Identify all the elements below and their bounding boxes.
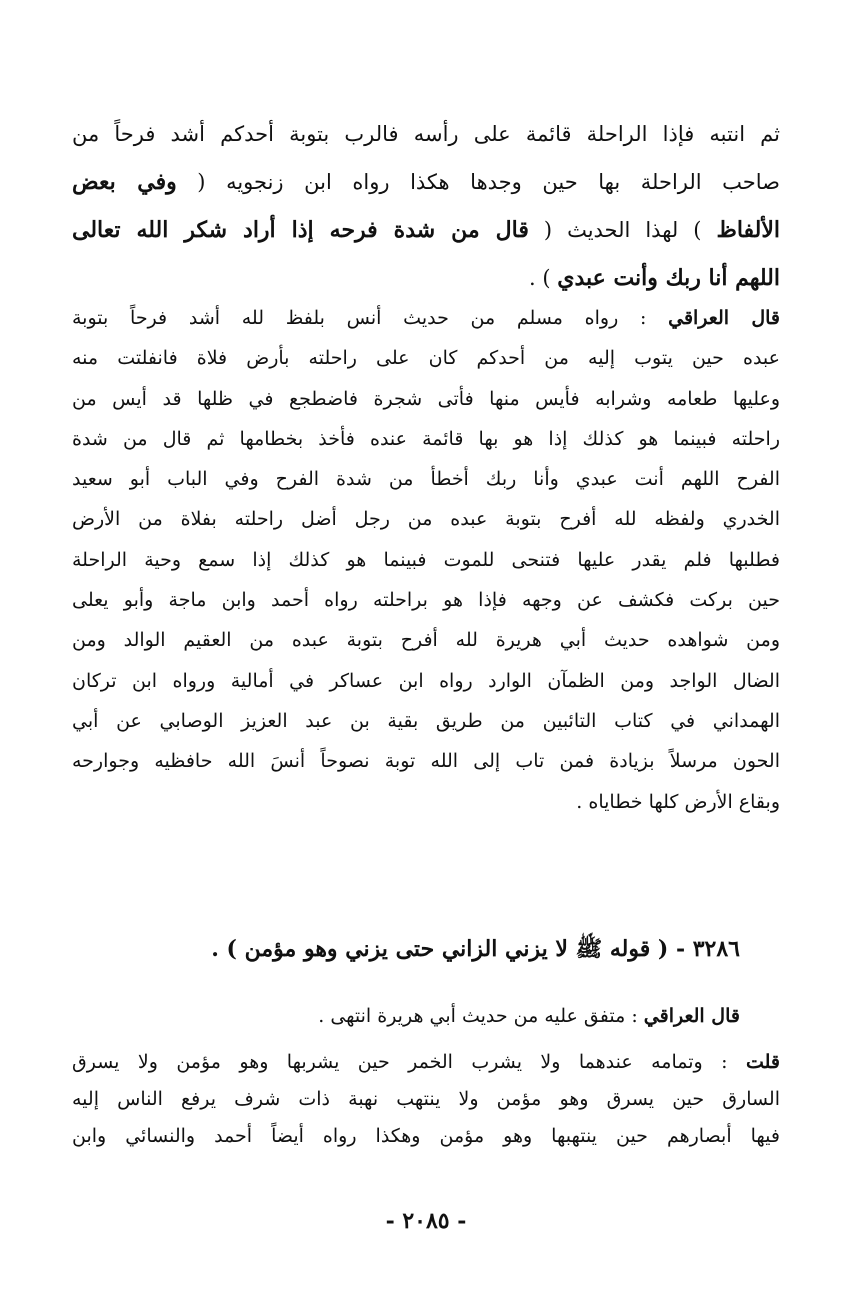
text-run: ) . — [529, 266, 558, 290]
section-heading: ٣٢٨٦ - ( قوله ﷺ لا يزني الزاني حتى يزني وهو مؤمن ) . — [211, 936, 740, 962]
paragraph-iraqi-note — [72, 996, 740, 1036]
paragraph-iraqi-commentary — [72, 298, 780, 822]
text-line: وبقاع الأرض كلها خطاياه . — [576, 790, 780, 813]
text-run: صاحب الراحلة بها حين وجدها هكذا رواه ابن زنجويه ( — [176, 170, 780, 194]
text-run: : رواه مسلم من حديث أنس بلفظ لله أشد فرحاً بتوبة — [72, 307, 669, 329]
text-line: راحلته فبينما هو كذلك إذا هو بها قائمة عنده فأخذ بخطامها ثم قال من شدة — [72, 427, 780, 450]
paragraph-hadith-text — [72, 110, 780, 302]
speaker-label: قال العراقي — [668, 307, 780, 329]
text-line: ومن شواهده حديث أبي هريرة لله أفرح بتوبة عبده من العقيم الوالد ومن — [72, 629, 780, 652]
speaker-label: قلت — [745, 1051, 780, 1073]
bold-text-run: قال من شدة فرحه إذا أراد شكر الله تعالى — [72, 217, 529, 243]
text-line: وعليها طعامه وشرابه فأيس منها فأتى شجرة فاضطجع في ظلها قد أيس من — [72, 387, 780, 410]
text-line — [72, 254, 780, 302]
text-line — [72, 298, 780, 338]
text-line — [72, 1044, 780, 1081]
text-line: حين بركت فكشف عن وجهه فإذا هو براحلته رواه أحمد وابن ماجة وأبو يعلى — [72, 589, 780, 612]
text-line: عبده حين يتوب إليه من أحدكم كان على راحلته بأرض فلاة فانفلتت منه — [72, 347, 780, 370]
text-line: السارق حين يسرق وهو مؤمن ولا ينتهب نهبة ذات شرف يرفع الناس إليه — [72, 1088, 780, 1110]
text-line: الهمداني في كتاب التائبين من طريق بقية بن عبد العزيز الوصابي عن أبي — [72, 709, 780, 732]
bold-text-run: الألفاظ — [716, 217, 780, 243]
text-run: ) لهذا الحديث ( — [528, 218, 717, 242]
bold-text-run: وفي بعض — [72, 169, 177, 195]
text-line — [72, 206, 780, 254]
speaker-label: قال العراقي — [643, 1005, 740, 1027]
text-run: ثم انتبه فإذا الراحلة قائمة على رأسه فالرب بتوبة أحدكم أشد فرحاً من — [72, 122, 780, 146]
text-line: الحون مرسلاً بزيادة فمن تاب إلى الله توبة نصوحاً أنسَ الله حافظيه وجوارحه — [72, 750, 780, 773]
text-line — [72, 110, 780, 158]
page-number: - ٢٠٨٥ - — [385, 1208, 467, 1234]
paragraph-author-comment — [72, 1044, 780, 1155]
text-line: الفرح اللهم أنت عبدي وأنا ربك أخطأ من شدة الفرح وفي الباب أبو سعيد — [72, 468, 780, 491]
text-line — [72, 996, 740, 1036]
text-run: : متفق عليه من حديث أبي هريرة انتهى . — [318, 1005, 644, 1027]
text-line: الضال الواجد ومن الظمآن الوارد رواه ابن عساكر في أمالية ورواه ابن تركان — [72, 669, 780, 692]
text-run: : وتمامه عندهما ولا يشرب الخمر حين يشربها وهو مؤمن ولا يسرق — [72, 1051, 746, 1073]
text-line: الخدري ولفظه لله أفرح بتوبة عبده من رجل أضل راحلته بفلاة من الأرض — [72, 508, 780, 531]
text-line: فيها أبصارهم حين ينتهبها وهو مؤمن وهكذا رواه أيضاً أحمد والنسائي وابن — [72, 1125, 780, 1147]
text-line — [72, 158, 780, 206]
text-line: فطلبها فلم يقدر عليها فتنحى للموت فبينما هو كذلك إذا سمع وحية الراحلة — [72, 548, 780, 571]
bold-text-run: اللهم أنا ربك وأنت عبدي — [557, 265, 780, 291]
